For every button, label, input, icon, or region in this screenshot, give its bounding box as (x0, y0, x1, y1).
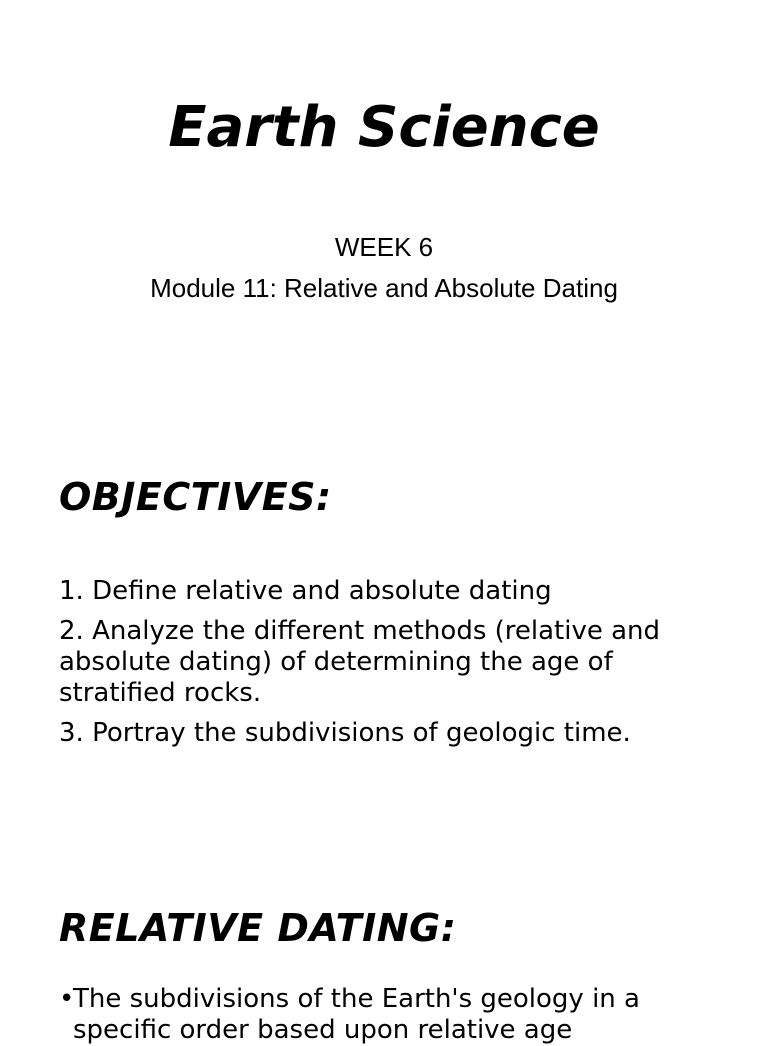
module-title: Module 11: Relative and Absolute Dating (150, 273, 618, 303)
bullet-item (59, 984, 719, 1046)
relative-dating-heading: RELATIVE DATING: (59, 906, 457, 950)
objective-item: 2. Analyze the different methods (relative and absolute dating) of determining the age of stratified rocks. (59, 616, 661, 708)
objectives-heading: OBJECTIVES: (59, 475, 332, 519)
bullet-icon: • (59, 984, 75, 1014)
relative-dating-bullets (59, 984, 719, 1046)
bullet-text: The subdivisions of the Earth's geology in a specific order based upon relative age (73, 984, 640, 1045)
objectives-list (59, 576, 719, 758)
slide-title: Earth Science (168, 95, 600, 160)
objective-item: 3. Portray the subdivisions of geologic time. (59, 718, 631, 748)
objective-item: 1. Define relative and absolute dating (59, 576, 552, 606)
week-label: WEEK 6 (334, 232, 434, 262)
